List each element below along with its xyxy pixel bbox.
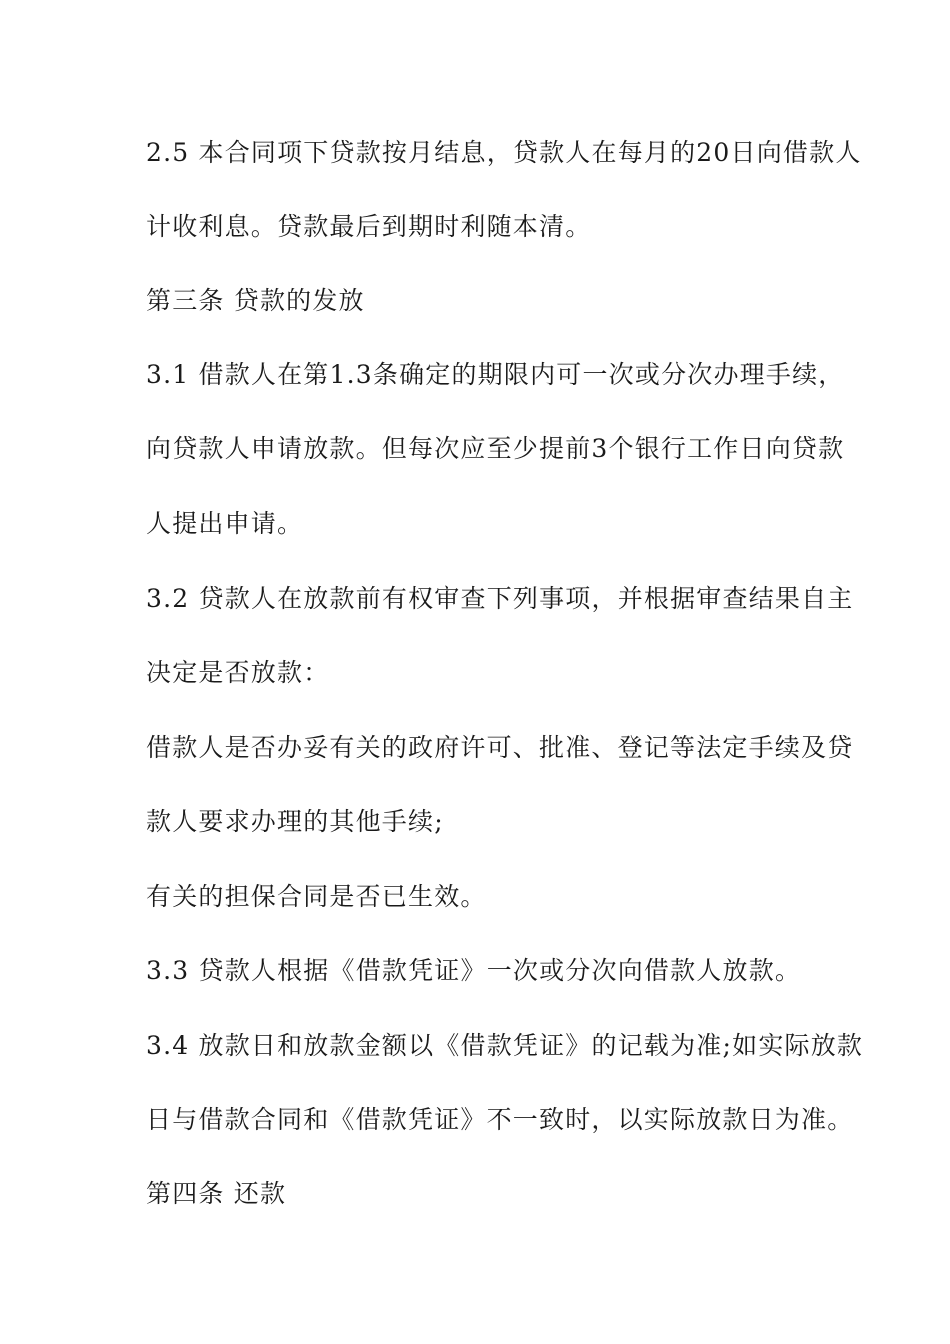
clause-3-2-line-1: 3.2 贷款人在放款前有权审查下列事项，并根据审查结果自主 bbox=[146, 584, 854, 613]
article-4-heading: 第四条 还款 bbox=[146, 1179, 287, 1208]
clause-3-1-line-2: 向贷款人申请放款。但每次应至少提前3个银行工作日向贷款 bbox=[146, 434, 845, 463]
clause-2-5-line-1: 2.5 本合同项下贷款按月结息，贷款人在每月的20日向借款人 bbox=[146, 138, 862, 167]
article-3-heading: 第三条 贷款的发放 bbox=[146, 286, 365, 315]
clause-3-4-line-2: 日与借款合同和《借款凭证》不一致时，以实际放款日为准。 bbox=[146, 1105, 854, 1134]
clause-2-5-line-2: 计收利息。贷款最后到期时利随本清。 bbox=[146, 212, 592, 241]
clause-3-2-line-2: 决定是否放款： bbox=[146, 658, 330, 687]
clause-3-4-line-1: 3.4 放款日和放款金额以《借款凭证》的记载为准;如实际放款 bbox=[146, 1031, 864, 1060]
review-item-2: 有关的担保合同是否已生效。 bbox=[146, 882, 487, 911]
clause-3-3: 3.3 贷款人根据《借款凭证》一次或分次向借款人放款。 bbox=[146, 956, 802, 985]
clause-3-1-line-1: 3.1 借款人在第1.3条确定的期限内可一次或分次办理手续， bbox=[146, 360, 845, 389]
review-item-1-line-1: 借款人是否办妥有关的政府许可、批准、登记等法定手续及贷 bbox=[146, 733, 854, 762]
review-item-1-line-2: 款人要求办理的其他手续; bbox=[146, 807, 444, 836]
clause-3-1-line-3: 人提出申请。 bbox=[146, 509, 304, 538]
